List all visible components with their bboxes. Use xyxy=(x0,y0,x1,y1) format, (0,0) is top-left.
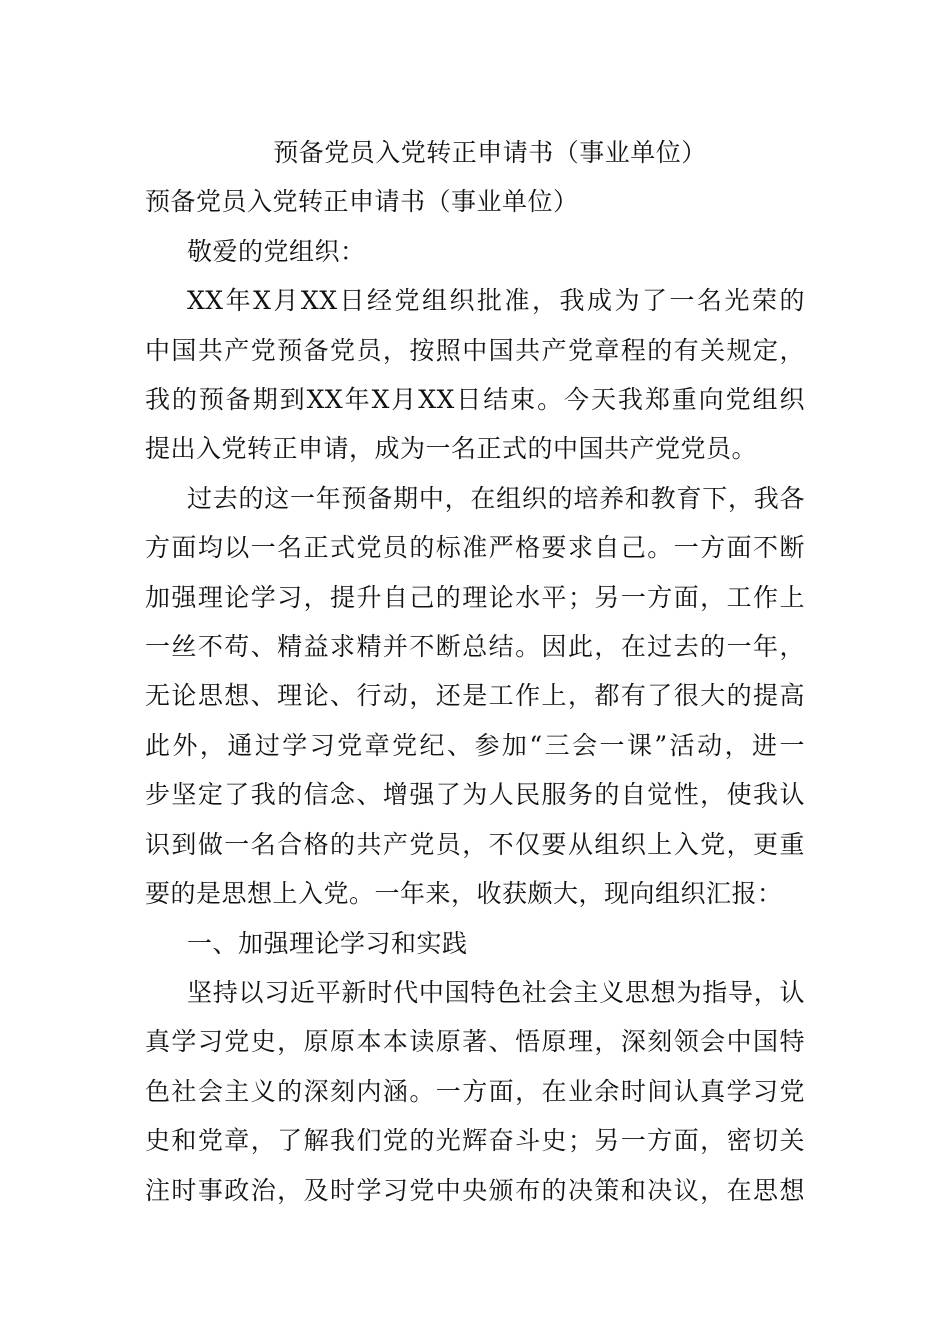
paragraph-line: 要的是思想上入党。一年来，收获颇大，现向组织汇报： xyxy=(145,879,783,909)
paragraph-line: 色社会主义的深刻内涵。一方面，在业余时间认真学习党 xyxy=(145,1076,805,1106)
paragraph-line: 识到做一名合格的共产党员，不仅要从组织上入党，更重 xyxy=(145,829,805,859)
salutation: 敬爱的党组织： xyxy=(187,236,366,266)
paragraph-line: XX年X月XX日经党组织批准，我成为了一名光荣的 xyxy=(187,286,805,316)
paragraph-line: 加强理论学习，提升自己的理论水平；另一方面，工作上 xyxy=(145,582,805,612)
paragraph-line: 中国共产党预备党员，按照中国共产党章程的有关规定， xyxy=(145,335,805,365)
paragraph-line: 一丝不苟、精益求精并不断总结。因此，在过去的一年， xyxy=(145,632,805,662)
paragraph-line: 过去的这一年预备期中，在组织的培养和教育下，我各 xyxy=(187,483,805,513)
document-body xyxy=(145,128,805,1215)
paragraph-line: 步坚定了我的信念、增强了为人民服务的自觉性，使我认 xyxy=(145,780,805,810)
paragraph-line: 史和党章，了解我们党的光辉奋斗史；另一方面，密切关 xyxy=(145,1126,805,1156)
section-heading: 一、加强理论学习和实践 xyxy=(187,928,468,958)
paragraph-line: 提出入党转正申请，成为一名正式的中国共产党党员。 xyxy=(145,434,758,464)
paragraph-line: 方面均以一名正式党员的标准严格要求自己。一方面不断 xyxy=(145,533,805,563)
paragraph-line: 我的预备期到XX年X月XX日结束。今天我郑重向党组织 xyxy=(145,385,805,415)
paragraph-line: 无论思想、理论、行动，还是工作上，都有了很大的提高 xyxy=(145,681,805,711)
paragraph-line: 注时事政治，及时学习党中央颁布的决策和决议，在思想 xyxy=(145,1175,805,1205)
document-subtitle: 预备党员入党转正申请书（事业单位） xyxy=(145,187,579,217)
paragraph-line: 坚持以习近平新时代中国特色社会主义思想为指导，认 xyxy=(187,977,805,1007)
paragraph-review xyxy=(145,474,805,919)
paragraph-line: 真学习党史，原原本本读原著、悟原理，深刻领会中国特 xyxy=(145,1027,805,1057)
document-title: 预备党员入党转正申请书（事业单位） xyxy=(273,138,707,167)
paragraph-approval xyxy=(145,276,805,474)
paragraph-theory-study xyxy=(145,968,805,1215)
paragraph-line: 此外，通过学习党章党纪、参加“三会一课”活动，进一 xyxy=(145,730,805,760)
